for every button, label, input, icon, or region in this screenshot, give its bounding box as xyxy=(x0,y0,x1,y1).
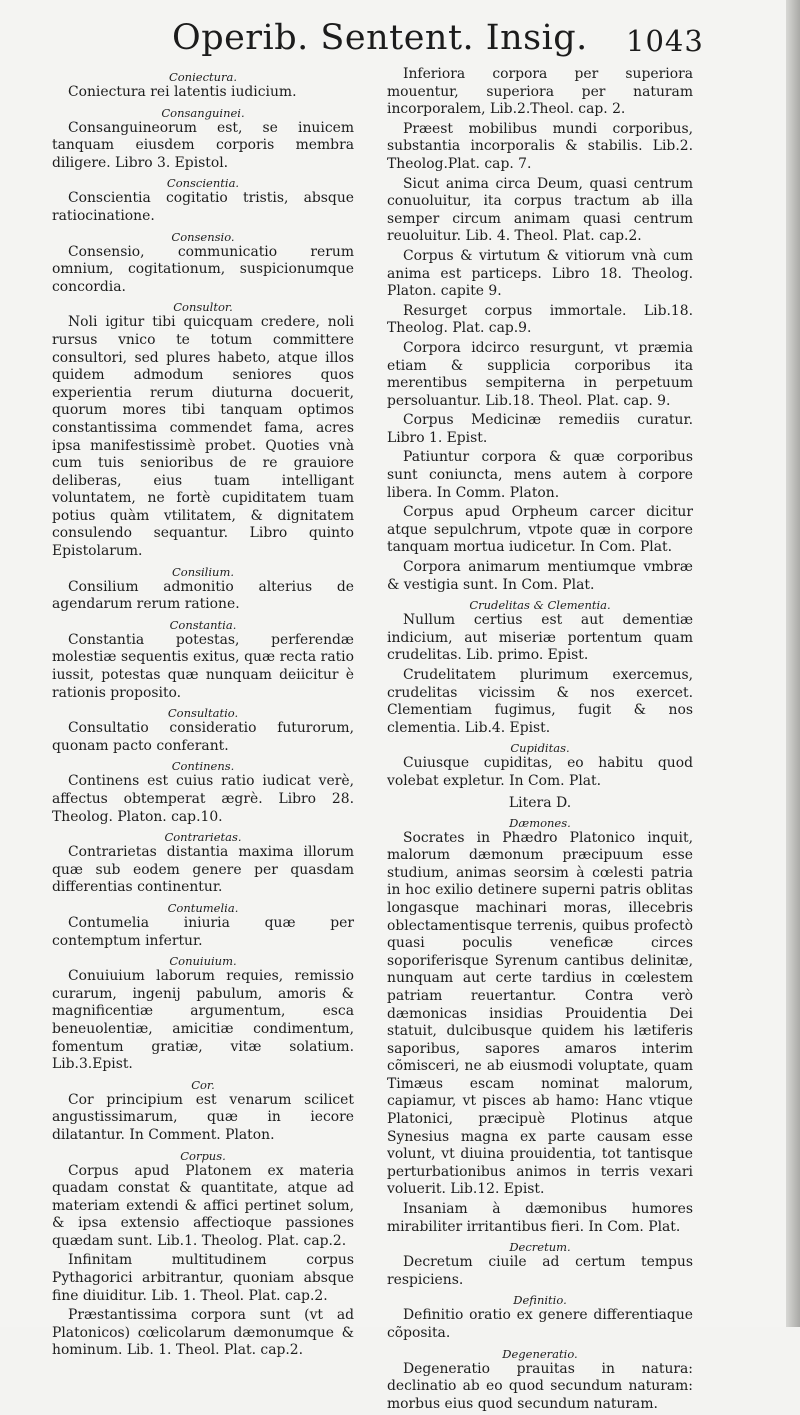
entry-text: Crudelitatem plurimum exercemus, crudelitas vicissim & nos exercet. Clementiam fugimus, fugit & nos clementia. Lib.4. Epist. xyxy=(387,667,693,736)
running-title: Operib. Sentent. Insig. xyxy=(172,18,588,58)
entry-text: Noli igitur tibi quicquam credere, noli rursus vnico te totum committere consultori, sed plures habeto, atque illos quidem admodum seniores quos experientia rerum diuturna docuerit, quorum mores tibi tanquam optimos constantissima commendet fama, acres ipsa manifestissimè probet. Quoties vnà cum tuis senioribus de re grauiore deliberas, eius tuam intelligant voluntatem, ne fortè cupiditatem tuam potius quàm vtilitatem, & dignitatem consulendo sequantur. Libro quinto Epistolarum. xyxy=(52,314,354,560)
entry-text: Corpus & virtutum & vitiorum vnà cum anima est particeps. Libro 18. Theolog. Platon. capite 9. xyxy=(387,247,693,300)
entry-text: Corpus Medicinæ remediis curatur. Libro 1. Epist. xyxy=(387,412,693,446)
left-column xyxy=(52,66,354,1362)
entry-text: Consilium admonitio alterius de agendarum rerum ratione. xyxy=(52,578,354,613)
entry-heading: Corpus. xyxy=(180,1148,226,1163)
entry-text: Definitio oratio ex genere differentiaque cõposita. xyxy=(387,1307,693,1341)
entry-text: Continens est cuius ratio iudicat verè, affectus obtemperat ægrè. Libro 28. Theolog. Platon. cap.10. xyxy=(52,773,354,825)
entry-heading: Consanguinei. xyxy=(161,105,245,120)
entry-text: Consultatio consideratio futurorum, quonam pacto conferant. xyxy=(52,720,354,754)
entry-heading: Dæmones. xyxy=(509,815,571,830)
entry-text: Corpus apud Orpheum carcer dicitur atque sepulchrum, vtpote quæ in corpore tanquam mortua iudicetur. In Com. Plat. xyxy=(387,504,693,556)
entry-text: Decretum ciuile ad certum tempus respiciens. xyxy=(387,1254,693,1288)
entry-text: Contumelia iniuria quæ per contemptum infertur. xyxy=(52,914,354,949)
entry-heading: Crudelitas & Clementia. xyxy=(469,598,611,613)
entry-text: Contrarietas distantia maxima illorum quæ sub eodem genere per quasdam differentias continentur. xyxy=(52,844,354,896)
running-header xyxy=(0,18,800,68)
entry-heading: Contumelia. xyxy=(167,900,239,915)
page-edge-shadow xyxy=(786,0,800,1327)
entry-heading: Constantia. xyxy=(169,617,237,632)
entry-text: Infinitam multitudinem corpus Pythagorici arbitrantur, quoniam absque fine diuiditur. Lib. 1. Theol. Plat. cap.2. xyxy=(52,1252,354,1304)
entry-text: Corpora idcirco resurgunt, vt præmia etiam & supplicia corporibus ita merentibus sempiterna in perpetuum persoluantur. Lib.18. Theol. Plat. cap. 9. xyxy=(387,339,693,409)
entry-text: Cor principium est venarum scilicet angustissimarum, quæ in iecore dilatantur. In Comment. Platon. xyxy=(52,1091,354,1143)
entry-heading: Consultatio. xyxy=(167,706,239,721)
entry-text: Conscientia cogitatio tristis, absque ratiocinatione. xyxy=(52,190,354,224)
entry-text: Sicut anima circa Deum, quasi centrum conuoluitur, ita corpus tractum ab illa semper circum animam quasi centrum reuoluitur. Lib. 4. Theol. Plat. cap.2. xyxy=(387,175,693,245)
entry-heading: Continens. xyxy=(171,759,235,774)
entry-text: Præest mobilibus mundi corporibus, substantia incorporalis & stabilis. Lib.2. Theolog.Plat. cap. 7. xyxy=(387,120,693,172)
entry-text: Nullum certius est aut dementiæ indicium, aut miseriæ portentum quam crudelitas. Lib. primo. Epist. xyxy=(387,612,693,664)
entry-text: Corpus apud Platonem ex materia quadam constat & quantitate, atque ad materiam extendi & affici pertinet solum, & ipsa extensio affectioque passiones quædam sunt. Lib.1. Theolog. Plat. cap.2. xyxy=(52,1162,354,1249)
right-column xyxy=(387,66,693,1415)
entry-text: Cuiusque cupiditas, eo habitu quod volebat expletur. In Com. Plat. xyxy=(387,755,693,789)
entry-text: Degeneratio prauitas in natura: declinatio ab eo quod secundum naturam: morbus eius quod secundum naturam. xyxy=(387,1360,693,1412)
entry-text: Patiuntur corpora & quæ corporibus sunt coniuncta, mens autem à corpore libera. In Comm. Platon. xyxy=(387,449,693,501)
entry-heading: Consilium. xyxy=(171,564,235,579)
entry-heading: Cor. xyxy=(191,1077,215,1092)
entry-heading: Coniectura. xyxy=(168,70,238,84)
entry-text: Conuiuium laborum requies, remissio curarum, ingenij pabulum, amoris & magnificentiæ argumentum, esca beneuolentiæ, amicitiæ condimentum, fomentum gratiæ, vitæ solatium. Lib.3.Epist. xyxy=(52,968,354,1073)
entry-heading: Decretum. xyxy=(509,1240,571,1255)
entry-heading: Cupiditas. xyxy=(510,741,570,756)
entry-heading: Degeneratio. xyxy=(502,1346,578,1361)
page-number: 1043 xyxy=(626,24,704,58)
entry-text: Resurget corpus immortale. Lib.18. Theolog. Plat. cap.9. xyxy=(387,302,693,337)
entry-text: Insaniam à dæmonibus humores mirabiliter irritantibus fieri. In Com. Plat. xyxy=(387,1201,693,1235)
entry-text: Præstantissima corpora sunt (vt ad Platonicos) cœlicolarum dæmonumque & hominum. Lib. 1. Theol. Plat. cap.2. xyxy=(52,1307,354,1359)
entry-text: Socrates in Phædro Platonico inquit, malorum dæmonum præcipuum esse studium, animas seorsim à cœlesti patria in hoc exilio detinere superni patris oblitas longasque machinari moras, illecebris oblectamentisque terrenis, quibus profectò quasi poculis veneficæ circes soporiferisque Syrenum cantibus delinitæ, nunquam aut certe tardius in cœlestem patriam reuertantur. Contra verò dæmonicas insidias Prouidentia Dei statuit, dulcibusque quidem his lætiferis saporibus, sapores amaros interim cõmisceri, ne ab eiusmodi voluptate, quam Timæus escam nominat malorum, capiamur, vt pisces ab hamo: Hanc vtique Platonici, præcipuè Plotinus atque Synesius magna ex parte causam esse volunt, vt diuina prouidentia, tot tantisque perturbationibus animos in terris vexari voluerit. Lib.12. Epist. xyxy=(387,829,693,1198)
entry-heading: Consultor. xyxy=(173,300,233,315)
entry-text: Coniectura rei latentis iudicium. xyxy=(68,84,297,100)
entry-heading: Conscientia. xyxy=(166,176,240,191)
entry-heading: Contrarietas. xyxy=(164,830,242,845)
entry-heading: Conuiuium. xyxy=(169,954,237,969)
entry-heading: Consensio. xyxy=(171,229,235,244)
entry-heading: Litera D. xyxy=(508,794,572,811)
entry-text: Constantia potestas, perferendæ molestiæ sequentis exitus, quæ recta ratio iussit, potestas quæ nunquam deiicitur è rationis proposito. xyxy=(52,631,354,701)
entry-text: Inferiora corpora per superiora mouentur, superiora per naturam incorporalem, Lib.2.Theol. cap. 2. xyxy=(387,66,693,118)
entry-text: Corpora animarum mentiumque vmbræ & vestigia sunt. In Com. Plat. xyxy=(387,559,693,593)
entry-text: Consensio, communicatio rerum omnium, cogitationum, suspicionumque concordia. xyxy=(52,243,354,295)
entry-heading: Definitio. xyxy=(513,1293,567,1308)
entry-text: Consanguineorum est, se inuicem tanquam eiusdem corporis membra diligere. Libro 3. Epistol. xyxy=(52,119,354,171)
